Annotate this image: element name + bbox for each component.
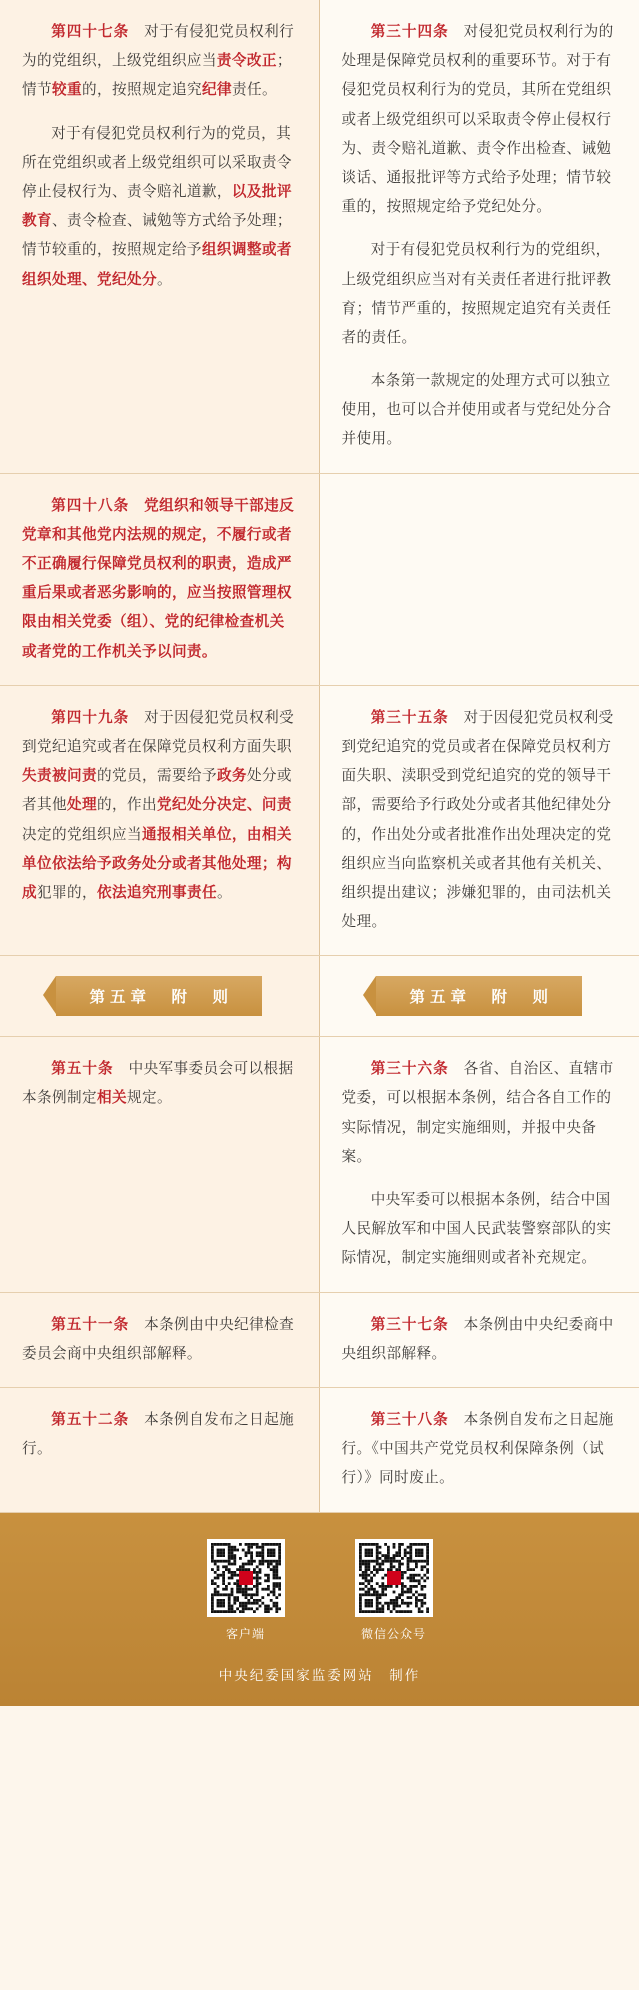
old-version-column xyxy=(320,1037,639,1291)
article-number: 第三十六条 xyxy=(370,1061,449,1078)
body-text: 中央军委可以根据本条例，结合中国人民解放军和中国人民武装警察部队的实际情况，制定实施细则或者补充规定。 xyxy=(341,1192,612,1267)
article-number: 第五十二条 xyxy=(51,1411,130,1428)
article-paragraph xyxy=(22,1311,297,1369)
body-text: 本条例由中央纪委商中央组织部解释。 xyxy=(341,1316,614,1362)
body-text: 对于因侵犯党员权利受到党纪追究或者在保障党员权利方面失职 xyxy=(22,709,295,755)
emphasis-text: 纪律 xyxy=(201,82,232,99)
qr-code-group xyxy=(0,1539,639,1642)
article-number: 第五十条 xyxy=(51,1061,114,1078)
comparison-row xyxy=(0,1293,639,1388)
body-text: 中央军事委员会可以根据本条例制定 xyxy=(22,1061,294,1107)
body-text: 本条第一款规定的处理方式可以独立使用，也可以合并使用或者与党纪处分合并使用。 xyxy=(341,373,612,448)
article-paragraph xyxy=(22,1406,297,1464)
new-version-column xyxy=(0,686,320,956)
article-number: 第三十五条 xyxy=(370,709,449,726)
qr-code-item[interactable] xyxy=(207,1539,285,1642)
emphasis-text: 较重 xyxy=(52,82,82,99)
body-text: 各省、自治区、直辖市党委，可以根据本条例，结合各自工作的实际情况，制定实施细则，并报中央备案。 xyxy=(341,1061,614,1165)
article-paragraph xyxy=(22,704,297,908)
article-paragraph xyxy=(342,236,618,353)
chapter-banner-left: 第五章 附 则 xyxy=(56,976,262,1016)
body-text: 对于有侵犯党员权利行为的党员，其所在党组织或者上级党组织可以采取责令停止侵权行为、责令赔礼道歉， xyxy=(22,125,292,200)
old-version-column xyxy=(320,1388,639,1512)
body-text: 的，按照规定追究 xyxy=(82,82,202,99)
body-text: 规定。 xyxy=(126,1090,172,1107)
article-paragraph xyxy=(342,1406,618,1494)
emphasis-text: 相关 xyxy=(96,1090,127,1107)
comparison-row xyxy=(0,686,639,957)
old-version-column xyxy=(320,0,639,473)
comparison-row xyxy=(0,1388,639,1513)
new-version-column xyxy=(0,1388,320,1512)
article-paragraph xyxy=(22,120,297,295)
emphasis-text: 失责被问责 xyxy=(22,768,97,785)
emphasis-text: 通报相关单位，由相关单位依法给予政务处分或者其他处理；构成 xyxy=(22,826,292,901)
comparison-rows-top xyxy=(0,0,639,956)
new-version-column xyxy=(0,1293,320,1387)
emphasis-text: 党纪处分决定、问责 xyxy=(156,797,292,814)
body-text: 对于有侵犯党员权利行为的党组织，上级党组织应当对有关责任者进行批评教育；情节严重的，按照规定追究有关责任者的责任。 xyxy=(341,242,612,346)
body-text: 决定的党组织应当 xyxy=(22,826,142,843)
emphasis-text: 依法追究刑事责任 xyxy=(96,884,217,901)
comparison-rows-bottom xyxy=(0,1037,639,1512)
chapter-banner-row xyxy=(0,956,639,1037)
emphasis-text: 政务 xyxy=(216,768,247,785)
article-paragraph xyxy=(22,492,297,667)
body-text: 本条例由中央纪律检查委员会商中央组织部解释。 xyxy=(22,1316,295,1362)
emphasis-text: 组织调整或者组织处理、党纪处分 xyxy=(22,242,292,288)
body-text: 党组织和领导干部违反党章和其他党内法规的规定，不履行或者不正确履行保障党员权利的职责，造成严重后果或者恶劣影响的，应当按照管理权限由相关党委（组）、党的纪律检查机关或者党的工作机关予以问责。 xyxy=(22,497,295,660)
article-number: 第四十七条 xyxy=(51,24,130,40)
article-paragraph xyxy=(342,18,618,222)
old-version-column xyxy=(320,1293,639,1387)
qr-code-icon xyxy=(355,1539,433,1617)
footer xyxy=(0,1513,639,1706)
emphasis-text: 处理 xyxy=(66,797,97,814)
chapter-banner-right-cell xyxy=(320,956,639,1036)
qr-code-label: 客户端 xyxy=(225,1626,265,1641)
body-text: ；情节 xyxy=(22,53,292,99)
article-number: 第四十八条 xyxy=(51,497,130,514)
body-text: 。 xyxy=(156,271,172,288)
body-text: 的党员，需要给予 xyxy=(96,768,217,785)
emphasis-text: 责令改正 xyxy=(216,53,277,70)
article-number: 第五十一条 xyxy=(51,1316,130,1333)
chapter-banner-left-cell xyxy=(0,956,320,1036)
body-text: 对于因侵犯党员权利受到党纪追究的党员或者在保障党员权利方面失职、渎职受到党纪追究的党的领导干部，需要给予行政处分或者其他纪律处分的，作出处分或者批准作出处理决定的党组织应当向监察机关或者其他有关机关、组织提出建议；涉嫌犯罪的，由司法机关处理。 xyxy=(341,709,614,931)
comparison-row xyxy=(0,1037,639,1292)
body-text: 犯罪的， xyxy=(37,884,97,901)
body-text: 的，作出 xyxy=(96,797,157,814)
comparison-row xyxy=(0,0,639,474)
old-version-column xyxy=(320,686,639,956)
body-text: 。 xyxy=(216,884,232,901)
article-paragraph xyxy=(342,1055,618,1172)
qr-code-label: 微信公众号 xyxy=(360,1626,426,1641)
comparison-row xyxy=(0,474,639,686)
chapter-banner-right: 第五章 附 则 xyxy=(376,976,582,1016)
article-paragraph xyxy=(22,18,297,106)
old-version-column xyxy=(320,474,639,685)
article-number: 第三十七条 xyxy=(370,1316,449,1333)
article-number: 第三十四条 xyxy=(370,24,449,40)
article-paragraph xyxy=(342,1311,618,1369)
article-number: 第四十九条 xyxy=(51,709,130,726)
body-text: 对侵犯党员权利行为的处理是保障党员权利的重要环节。对于有侵犯党员权利行为的党员，其所在党组织或者上级党组织可以采取责令停止侵权行为、责令赔礼道歉、责令作出检查、诫勉谈话、通报批评等方式给予处理；情节较重的，按照规定给予党纪处分。 xyxy=(341,24,614,216)
new-version-column xyxy=(0,474,320,685)
article-number: 第三十八条 xyxy=(370,1411,449,1428)
footer-credit: 中央纪委国家监委网站 制作 xyxy=(218,1667,421,1683)
article-paragraph xyxy=(342,1186,618,1274)
qr-code-icon xyxy=(207,1539,285,1617)
body-text: 、责令检查、诫勉等方式给予处理；情节较重的，按照规定给予 xyxy=(22,213,292,259)
article-paragraph xyxy=(342,704,618,938)
emphasis-text: 以及批评教育 xyxy=(22,183,292,230)
body-text: 责任。 xyxy=(231,82,277,99)
article-paragraph xyxy=(22,1055,297,1113)
new-version-column xyxy=(0,1037,320,1291)
body-text: 本条例自发布之日起施行。《中国共产党党员权利保障条例（试行）》同时废止。 xyxy=(341,1411,614,1487)
body-text: 处分或者其他 xyxy=(22,768,292,814)
qr-code-item[interactable] xyxy=(355,1539,433,1642)
article-paragraph xyxy=(342,367,618,455)
body-text: 对于有侵犯党员权利行为的党组织，上级党组织应当 xyxy=(22,24,295,70)
body-text: 本条例自发布之日起施行。 xyxy=(22,1411,295,1458)
new-version-column xyxy=(0,0,320,473)
